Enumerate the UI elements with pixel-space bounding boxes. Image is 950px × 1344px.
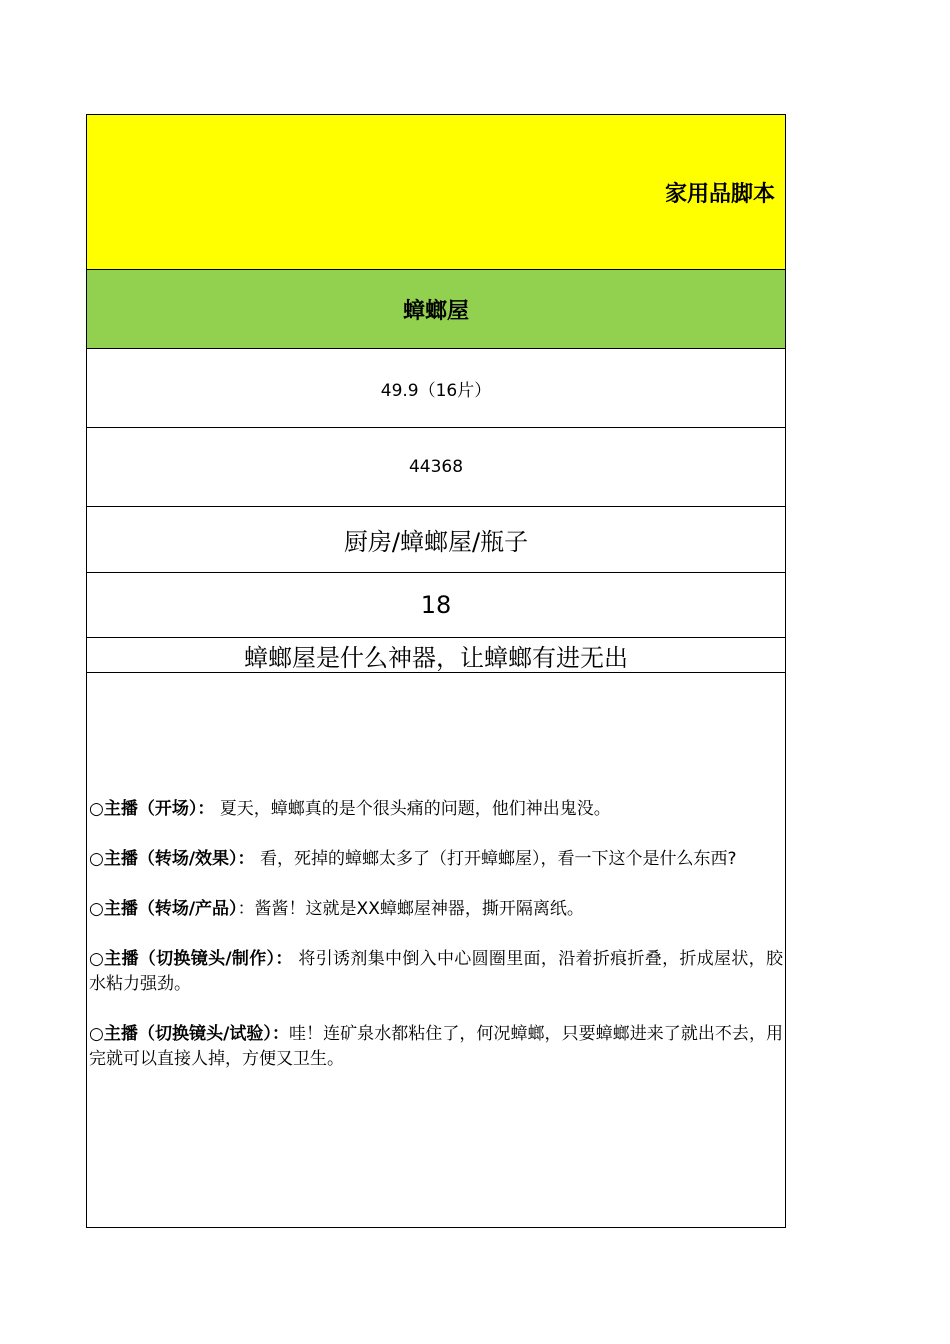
category-cell: [87, 506, 785, 572]
code-cell: [87, 427, 785, 506]
script-line: 夏天，蟑螂真的是个很头痛的问题，他们神出鬼没。: [219, 799, 611, 819]
bullet-icon: ○: [89, 899, 104, 919]
headline-cell: [87, 637, 785, 672]
script-sheet: [86, 114, 786, 1228]
bullet-icon: ○: [89, 1024, 104, 1044]
speaker-label: 主播（切换镜头/制作）：: [104, 949, 293, 969]
bullet-icon: ○: [89, 849, 104, 869]
bullet-icon: ○: [89, 799, 104, 819]
bullet-icon: ○: [89, 949, 105, 969]
price-cell: [87, 348, 785, 427]
price: 49.9（16片）: [380, 380, 492, 401]
script-line: 看，死掉的蟑螂太多了（打开蟑螂屋），看一下这个是什么东西?: [259, 849, 737, 869]
speaker-label: 主播（转场/效果）：: [103, 849, 255, 869]
script-paragraph: [89, 897, 783, 922]
script-line: 将引诱剂集中倒入中心圆圈里面，沿着折痕折叠，折成屋状，胶水粘力强劲。: [89, 949, 784, 994]
number-cell: [87, 572, 785, 637]
product-name: 蟑螂屋: [402, 298, 469, 324]
speaker-label: 主播（切换镜头/试验）：: [103, 1024, 290, 1044]
sheet-title: 家用品脚本: [664, 181, 775, 207]
category: 厨房/蟑螂屋/瓶子: [343, 528, 529, 556]
script-paragraph: [89, 847, 783, 872]
product-name-cell: [87, 269, 785, 348]
script-body: [89, 797, 783, 1072]
script-line: 哇！连矿泉水都粘住了，何况蟑螂，只要蟑螂进来了就出不去，用完就可以直接人掉，方便又卫生。: [89, 1024, 783, 1069]
headline: 蟑螂屋是什么神器，让蟑螂有进无出: [244, 643, 628, 672]
title-cell: [87, 114, 785, 269]
script-line: ：酱酱！这就是XX蟑螂屋神器，撕开隔离纸。: [237, 899, 584, 919]
script-paragraph: [89, 1022, 783, 1072]
number: 18: [420, 591, 452, 619]
script-cell: [87, 672, 785, 1228]
script-paragraph: [89, 797, 783, 822]
speaker-label: 主播（转场/产品）: [103, 899, 238, 919]
product-code: 44368: [408, 457, 464, 477]
speaker-label: 主播（开场）：: [103, 799, 215, 819]
script-paragraph: [89, 947, 783, 997]
